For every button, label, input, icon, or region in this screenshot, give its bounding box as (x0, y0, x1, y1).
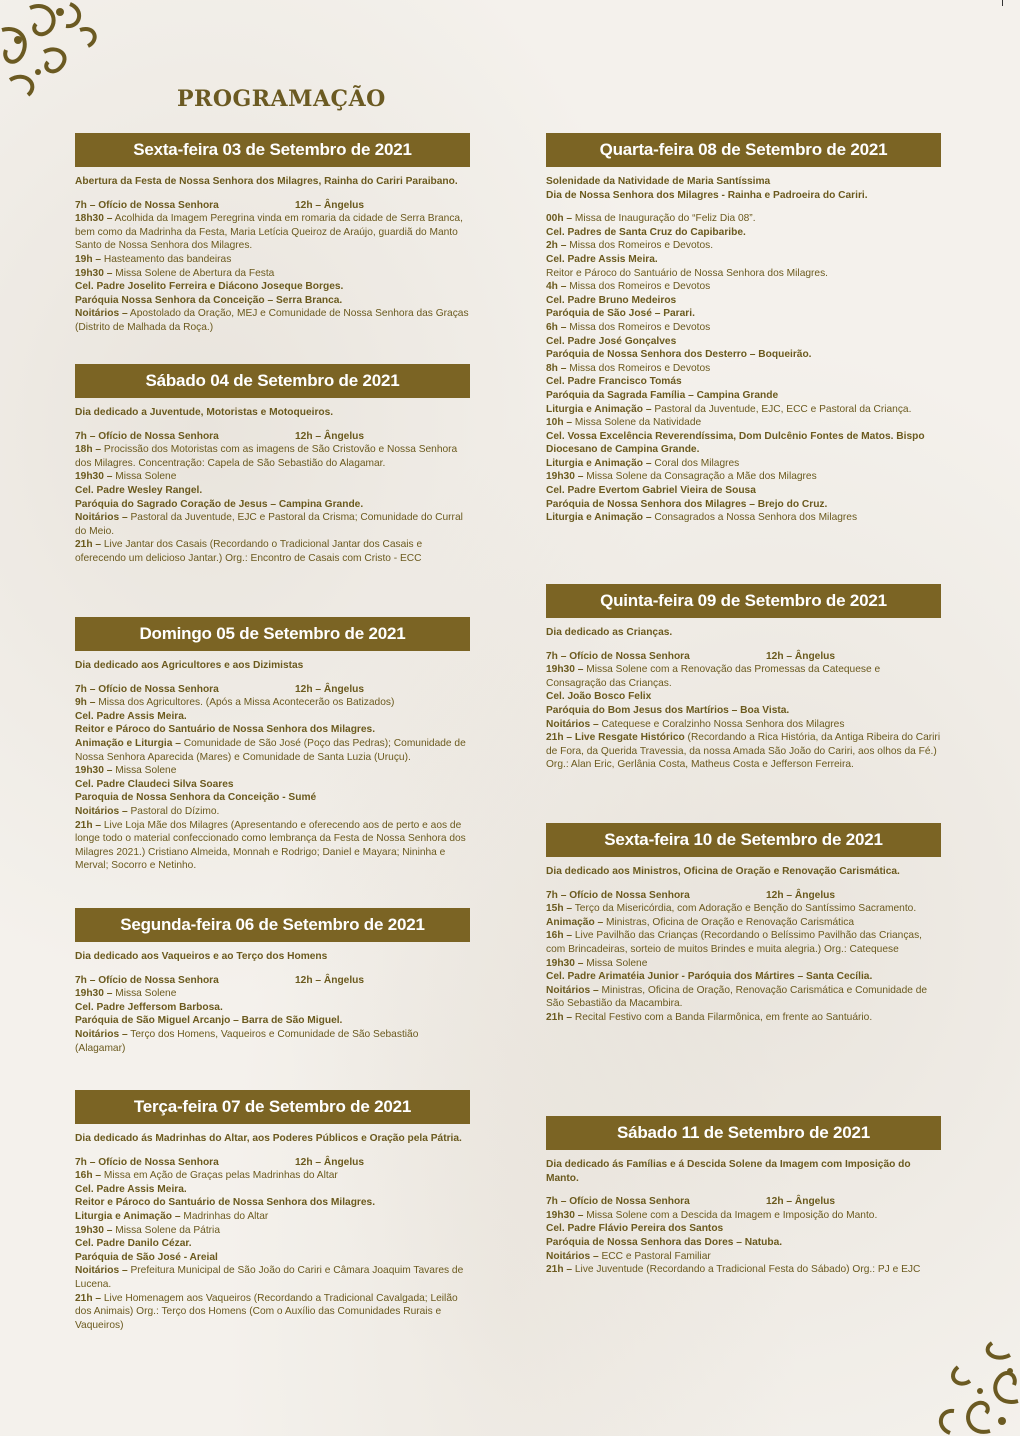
item-text: Comunidade de São José (Poço das Pedras); Comunidade de Nossa Senhora Aparecida (Mares) e Comunidade de Santa Luzia (Uruçu). (75, 737, 466, 763)
item-label: Noitários – (75, 1028, 128, 1040)
schedule-item (75, 1169, 470, 1183)
day-block (75, 908, 470, 1055)
schedule-item (546, 1222, 941, 1236)
item-text: Missa em Ação de Graças pelas Madrinhas do Altar (101, 1170, 338, 1182)
item-text: Missa dos Romeiros e Devotos (566, 362, 711, 374)
day-intro: Dia dedicado aos Ministros, Oficina de Oração e Renovação Carismática. (546, 866, 900, 877)
item-label: Cel. Padre Assis Meira. (546, 253, 658, 265)
office-time: 7h – Ofício de Nossa Senhora (75, 974, 219, 986)
day-body (75, 950, 470, 1055)
item-label: Noitários – (75, 1265, 128, 1277)
item-label: 19h30 – (546, 1209, 584, 1221)
day-intro: Dia dedicado ás Famílias e á Descida Solene da Imagem com Imposição do Manto. (546, 1159, 911, 1184)
day-intro: Abertura da Festa de Nossa Senhora dos Milagres, Rainha do Cariri Paraibano. (75, 176, 458, 187)
schedule-item (546, 348, 941, 362)
angelus-time: 12h – Ângelus (295, 199, 365, 211)
item-label: Reitor e Pároco do Santuário de Nossa Senhora dos Milagres. (75, 1197, 376, 1209)
schedule-item (75, 1183, 470, 1197)
item-label: Cel. João Bosco Felix (546, 691, 652, 703)
item-label: 2h – (546, 240, 567, 252)
item-text: Missa Solene (112, 471, 177, 483)
item-label: 19h30 – (75, 471, 113, 483)
item-label: Liturgia e Animação – (546, 512, 652, 524)
day-block (546, 133, 941, 525)
schedule-item (546, 1011, 941, 1025)
item-label: Cel. Padre Wesley Rangel. (75, 484, 203, 496)
item-label: 15h – (546, 903, 573, 915)
item-label: 19h30 – (75, 267, 113, 279)
item-label: 19h30 – (75, 988, 113, 1000)
item-label: 9h – (75, 697, 96, 709)
item-label: Paróquia de Nossa Senhora dos Desterro – Boqueirão. (546, 349, 812, 361)
item-text: Missa Solene da Pátria (112, 1224, 220, 1236)
item-label: Cel. Padres de Santa Cruz do Capibaribe. (546, 226, 746, 238)
item-text: Terço dos Homens, Vaqueiros e Comunidade de São Sebastião (Alagamar) (75, 1028, 419, 1054)
item-text: Pastoral da Juventude, EJC e Pastoral da Crisma; Comunidade do Curral do Meio. (75, 512, 463, 537)
item-label: 21h – (546, 1264, 573, 1276)
item-label: Animação e Liturgia – (75, 737, 181, 749)
daily-times (75, 974, 470, 988)
angelus-time: 12h – Ângelus (295, 1156, 365, 1168)
item-text: Live Pavilhão das Crianças (Recordando o Belíssimo Pavilhão das Crianças, com Brincadeiras, sorteio de muitos Brindes e muita alegria.) Org.: Catequese (546, 930, 923, 955)
day-body (546, 175, 941, 525)
item-label: Cel. Padre Bruno Medeiros (546, 294, 677, 306)
schedule-item (75, 538, 470, 565)
office-time: 7h – Ofício de Nossa Senhora (75, 683, 219, 695)
item-text: Consagrados a Nossa Senhora dos Milagres (651, 512, 858, 524)
item-label: Cel. Padre Arimatéia Junior - Paróquia dos Mártires – Santa Cecília. (546, 971, 873, 983)
item-text: Missa Solene da Consagração a Mãe dos Milagres (583, 471, 817, 483)
schedule-item (75, 778, 470, 792)
item-label: 6h – (546, 321, 567, 333)
schedule-item (75, 294, 470, 308)
schedule-item (75, 470, 470, 484)
schedule-item (75, 737, 470, 764)
schedule-item (546, 239, 941, 253)
item-label: 16h – (546, 930, 573, 942)
item-label: 19h30 – (546, 957, 584, 969)
schedule-item (546, 389, 941, 403)
item-text: Missa Solene de Abertura da Festa (112, 267, 275, 279)
day-header: Terça-feira 07 de Setembro de 2021 (75, 1090, 470, 1124)
item-label: 19h30 – (546, 471, 584, 483)
item-text: Missa Solene (112, 988, 177, 1000)
schedule-item (75, 1014, 470, 1028)
schedule-item (75, 805, 470, 819)
schedule-item (75, 212, 470, 253)
item-label: Noitários – (75, 805, 128, 817)
schedule-item (546, 226, 941, 240)
schedule-item (75, 1251, 470, 1265)
item-text: Live Jantar dos Casais (Recordando o Tradicional Jantar dos Casais e oferecendo um delicioso Jantar.) Org.: Encontro de Casais com Cristo - ECC (75, 539, 423, 564)
daily-times (75, 1156, 470, 1170)
angelus-time: 12h – Ângelus (766, 650, 836, 662)
item-text: Pastoral da Juventude, EJC, ECC e Pastoral da Criança. (651, 403, 912, 415)
schedule-item (546, 430, 941, 457)
item-label: Paróquia de São José - Areial (75, 1251, 218, 1263)
schedule-item (75, 484, 470, 498)
office-time: 7h – Ofício de Nossa Senhora (75, 1156, 219, 1168)
item-text: Missa Solene com a Renovação das Promessas da Catequese e Consagração das Crianças. (546, 664, 881, 689)
schedule-item (546, 731, 941, 772)
item-text: Live Homenagem aos Vaqueiros (Recordando a Tradicional Cavalgada; Leilão dos Animais) Org.: Terço dos Homens (Com o Auxílio das Comunidades Rurais e Vaqueiros) (75, 1292, 458, 1331)
schedule-item (75, 1028, 470, 1055)
item-label: Paroquia de Nossa Senhora da Conceição - Sumé (75, 792, 317, 804)
schedule-item (546, 335, 941, 349)
schedule-item (75, 696, 470, 710)
page-title: PROGRAMAÇÃO (177, 86, 386, 112)
item-text: Missa dos Agricultores. (Após a Missa Acontecerão os Batizados) (95, 697, 395, 709)
schedule-item (546, 362, 941, 376)
item-label: Cel. Padre Evertom Gabriel Vieira de Sousa (546, 485, 756, 497)
schedule-item (75, 498, 470, 512)
corner-ornament-icon (0, 0, 115, 100)
day-intro: Dia dedicado aos Vaqueiros e ao Terço dos Homens (75, 951, 328, 962)
schedule-item (75, 1292, 470, 1333)
item-text: Missa Solene da Natividade (572, 417, 702, 429)
item-label: 19h30 – (75, 765, 113, 777)
item-text: Hasteamento das bandeiras (101, 253, 232, 265)
item-label: 21h – (75, 1292, 102, 1304)
item-text: (Recordando a Rica História, da Antiga Ribeira do Cariri de Fora, da Querida Travessia, da nossa Amada São João do Cariri, aos olhos da Fé.) Org.: Alan Eric, Gerlânia Costa, Matheus Costa e Jefferson Ferreira. (546, 732, 941, 771)
item-text: Missa de Inauguração do “Feliz Dia 08”. (572, 213, 756, 225)
daily-times (546, 650, 941, 664)
item-label: 21h – (75, 539, 102, 551)
item-label: Noitários – (75, 308, 128, 320)
item-text: Madrinhas do Altar (180, 1210, 269, 1222)
day-intro: Dia dedicado ás Madrinhas do Altar, aos Poderes Públicos e Oração pela Pátria. (75, 1133, 462, 1144)
item-text: Missa dos Romeiros e Devotos (566, 321, 711, 333)
schedule-item (546, 457, 941, 471)
item-label: Cel. Vossa Excelência Reverendíssima, Dom Dulcênio Fontes de Matos. Bispo Diocesano de Campina Grande. (546, 430, 925, 456)
item-text: Live Juventude (Recordando a Tradicional Festa do Sábado) Org.: PJ e EJC (572, 1264, 921, 1276)
item-text: Reitor e Pároco do Santuário de Nossa Senhora dos Milagres. (546, 267, 829, 279)
item-label: 16h – (75, 1170, 102, 1182)
schedule-item (546, 321, 941, 335)
item-label: Noitários – (546, 1250, 599, 1262)
item-text: Missa dos Romeiros e Devotos. (566, 240, 714, 252)
day-block (546, 584, 941, 772)
schedule-item (546, 511, 941, 525)
schedule-item (546, 307, 941, 321)
schedule-item (75, 764, 470, 778)
schedule-item (75, 1196, 470, 1210)
daily-times (75, 430, 470, 444)
schedule-item (546, 663, 941, 690)
schedule-item (546, 280, 941, 294)
item-label: Paróquia do Sagrado Coração de Jesus – Campina Grande. (75, 498, 364, 510)
office-time: 7h – Ofício de Nossa Senhora (546, 1196, 690, 1208)
angelus-time: 12h – Ângelus (766, 889, 836, 901)
item-text: Catequese e Coralzinho Nossa Senhora dos Milagres (598, 718, 845, 730)
item-text: Live Loja Mãe dos Milagres (Apresentando e oferecendo aos de perto e aos de longe todo o material confeccionado como lembrança da Festa de Nossa Senhora dos Milagres 2021.) Cristiano Almeida, Monnah e Rodrigo; Daniel e Mayara; Nininha e Merval; Socorro e Netinho. (75, 819, 466, 872)
day-block (75, 617, 470, 873)
office-time: 7h – Ofício de Nossa Senhora (75, 199, 219, 211)
item-label: Paróquia Nossa Senhora da Conceição – Serra Branca. (75, 294, 343, 306)
schedule-item (75, 307, 470, 334)
schedule-item (546, 403, 941, 417)
item-label: Cel. Padre Assis Meira. (75, 710, 187, 722)
schedule-item (75, 819, 470, 873)
item-label: Reitor e Pároco do Santuário de Nossa Senhora dos Milagres. (75, 724, 376, 736)
schedule-item (75, 987, 470, 1001)
item-text: Missa dos Romeiros e Devotos (566, 281, 711, 293)
schedule-item (546, 498, 941, 512)
item-text: Acolhida da Imagem Peregrina vinda em romaria da cidade de Serra Branca, bem como da Madrinha da Festa, Maria Letícia Queiroz de Araújo, guardiã do Manto Santo de Nossa Senhora dos Milagres. (75, 213, 463, 252)
item-label: Liturgia e Animação – (546, 457, 652, 469)
item-label: Paróquia de Nossa Senhora das Dores – Natuba. (546, 1236, 783, 1248)
day-body (546, 626, 941, 772)
day-header: Sexta-feira 03 de Setembro de 2021 (75, 133, 470, 167)
schedule-item (546, 470, 941, 484)
item-text: Pastoral do Dízimo. (127, 805, 220, 817)
day-block (546, 1116, 941, 1277)
day-intro: Dia dedicado aos Agricultores e aos Dizimistas (75, 660, 304, 671)
day-block (75, 133, 470, 335)
schedule-item (546, 957, 941, 971)
office-time: 7h – Ofício de Nossa Senhora (75, 430, 219, 442)
schedule-item (546, 718, 941, 732)
schedule-item (546, 212, 941, 226)
item-label: Cel. Padre Assis Meira. (75, 1183, 187, 1195)
schedule-item (75, 280, 470, 294)
office-time: 7h – Ofício de Nossa Senhora (546, 889, 690, 901)
day-block (75, 364, 470, 566)
office-time: 7h – Ofício de Nossa Senhora (546, 650, 690, 662)
item-text: Coral dos Milagres (651, 457, 740, 469)
schedule-item (75, 723, 470, 737)
daily-times (546, 889, 941, 903)
day-header: Sexta-feira 10 de Setembro de 2021 (546, 823, 941, 857)
angelus-time: 12h – Ângelus (766, 1196, 836, 1208)
item-label: 18h30 – (75, 213, 113, 225)
schedule-item (75, 1210, 470, 1224)
item-label: 18h – (75, 444, 102, 456)
item-label: 4h – (546, 281, 567, 293)
item-label: Noitários – (75, 512, 128, 524)
corner-ornament-icon (910, 1341, 1020, 1436)
schedule-item (75, 253, 470, 267)
day-body (75, 406, 470, 566)
schedule-item (75, 443, 470, 470)
schedule-item (546, 1263, 941, 1277)
day-body (546, 1158, 941, 1277)
item-text: Recital Festivo com a Banda Filarmônica, em frente ao Santuário. (572, 1011, 873, 1023)
item-label: Cel. Padre Joselito Ferreira e Diácono Joseque Borges. (75, 281, 344, 293)
schedule-item (75, 1237, 470, 1251)
angelus-time: 12h – Ângelus (295, 974, 365, 986)
item-label: Noitários – (546, 718, 599, 730)
day-intro: Solenidade da Natividade de Maria Santíssima Dia de Nossa Senhora dos Milagres - Rainha e Padroeira do Cariri. (546, 176, 868, 201)
item-label: 19h30 – (75, 1224, 113, 1236)
day-header: Segunda-feira 06 de Setembro de 2021 (75, 908, 470, 942)
schedule-item (546, 375, 941, 389)
schedule-item (546, 484, 941, 498)
item-label: Paróquia de Nossa Senhora dos Milagres – Brejo do Cruz. (546, 498, 828, 510)
item-label: 10h – (546, 417, 573, 429)
item-label: Cel. Padre Francisco Tomás (546, 376, 682, 388)
daily-times (75, 199, 470, 213)
item-label: Liturgia e Animação – (75, 1210, 181, 1222)
angelus-time: 12h – Ângelus (295, 430, 365, 442)
schedule-item (75, 267, 470, 281)
item-label: Cel. Padre Flávio Pereira dos Santos (546, 1223, 724, 1235)
schedule-item (75, 1264, 470, 1291)
item-label: Paróquia do Bom Jesus dos Martírios – Boa Vista. (546, 704, 790, 716)
schedule-item (75, 791, 470, 805)
schedule-item (75, 710, 470, 724)
item-label: 19h30 – (546, 664, 584, 676)
item-text: Prefeitura Municipal de São João do Cariri e Câmara Joaquim Tavares de Lucena. (75, 1265, 464, 1290)
schedule-item (75, 511, 470, 538)
item-label: 21h – (546, 1011, 573, 1023)
item-text: Terço da Misericórdia, com Adoração e Benção do Santíssimo Sacramento. (572, 903, 917, 915)
item-label: Liturgia e Animação – (546, 403, 652, 415)
item-label: 8h – (546, 362, 567, 374)
day-intro: Dia dedicado a Juventude, Motoristas e Motoqueiros. (75, 407, 334, 418)
schedule-item (546, 1250, 941, 1264)
schedule-item (546, 970, 941, 984)
schedule-item (546, 253, 941, 267)
item-label: Paróquia de São Miguel Arcanjo – Barra de São Miguel. (75, 1015, 343, 1027)
item-text: Missa Solene (112, 765, 177, 777)
item-label: Cel. Padre Claudeci Silva Soares (75, 778, 234, 790)
schedule-item (546, 416, 941, 430)
item-label: Cel. Padre Danilo Cézar. (75, 1238, 192, 1250)
item-text: Procissão dos Motoristas com as imagens de São Cristovão e Nossa Senhora dos Milagres. Concentração: Capela de São Sebastião do Alagamar. (75, 444, 458, 469)
day-header: Domingo 05 de Setembro de 2021 (75, 617, 470, 651)
page-mark (1002, 0, 1003, 6)
schedule-item (546, 690, 941, 704)
item-label: Animação – (546, 916, 604, 928)
schedule-item (75, 1224, 470, 1238)
item-text: Ministras, Oficina de Oração, Renovação Carismática e Comunidade de São Sebastião da Macambira. (546, 984, 928, 1010)
item-label: 00h – (546, 213, 573, 225)
day-block (75, 1090, 470, 1332)
day-body (75, 659, 470, 873)
item-label: 21h – Live Resgate Histórico (546, 732, 685, 744)
item-label: 21h – (75, 819, 102, 831)
item-text: Apostolado da Oração, MEJ e Comunidade de Nossa Senhora das Graças (Distrito de Malhada da Roça.) (75, 308, 469, 333)
angelus-time: 12h – Ângelus (295, 683, 365, 695)
schedule-item (546, 267, 941, 281)
day-body (546, 865, 941, 1025)
item-text: Missa Solene (583, 957, 648, 969)
item-text: Missa Solene com a Descida da Imagem e Imposição do Manto. (583, 1209, 878, 1221)
schedule-item (546, 902, 941, 916)
day-header: Quinta-feira 09 de Setembro de 2021 (546, 584, 941, 618)
daily-times (75, 683, 470, 697)
item-text: ECC e Pastoral Familiar (598, 1250, 711, 1262)
item-label: Paróquia da Sagrada Família – Campina Grande (546, 389, 779, 401)
item-label: Cel. Padre Jeffersom Barbosa. (75, 1001, 223, 1013)
day-header: Quarta-feira 08 de Setembro de 2021 (546, 133, 941, 167)
daily-times (546, 1195, 941, 1209)
schedule-item (546, 704, 941, 718)
item-label: Noitários – (546, 984, 599, 996)
day-header: Sábado 11 de Setembro de 2021 (546, 1116, 941, 1150)
item-label: Paróquia de São José – Parari. (546, 308, 695, 320)
item-label: 19h – (75, 253, 102, 265)
schedule-item (546, 916, 941, 930)
schedule-item (546, 1209, 941, 1223)
day-intro: Dia dedicado as Crianças. (546, 627, 673, 638)
item-label: Cel. Padre José Gonçalves (546, 335, 677, 347)
day-body (75, 175, 470, 335)
item-text: Ministras, Oficina de Oração e Renovação Carismática (603, 916, 855, 928)
day-header: Sábado 04 de Setembro de 2021 (75, 364, 470, 398)
day-body (75, 1132, 470, 1332)
schedule-item (546, 984, 941, 1011)
schedule-item (75, 1001, 470, 1015)
schedule-item (546, 1236, 941, 1250)
schedule-item (546, 929, 941, 956)
schedule-item (546, 294, 941, 308)
day-block (546, 823, 941, 1025)
